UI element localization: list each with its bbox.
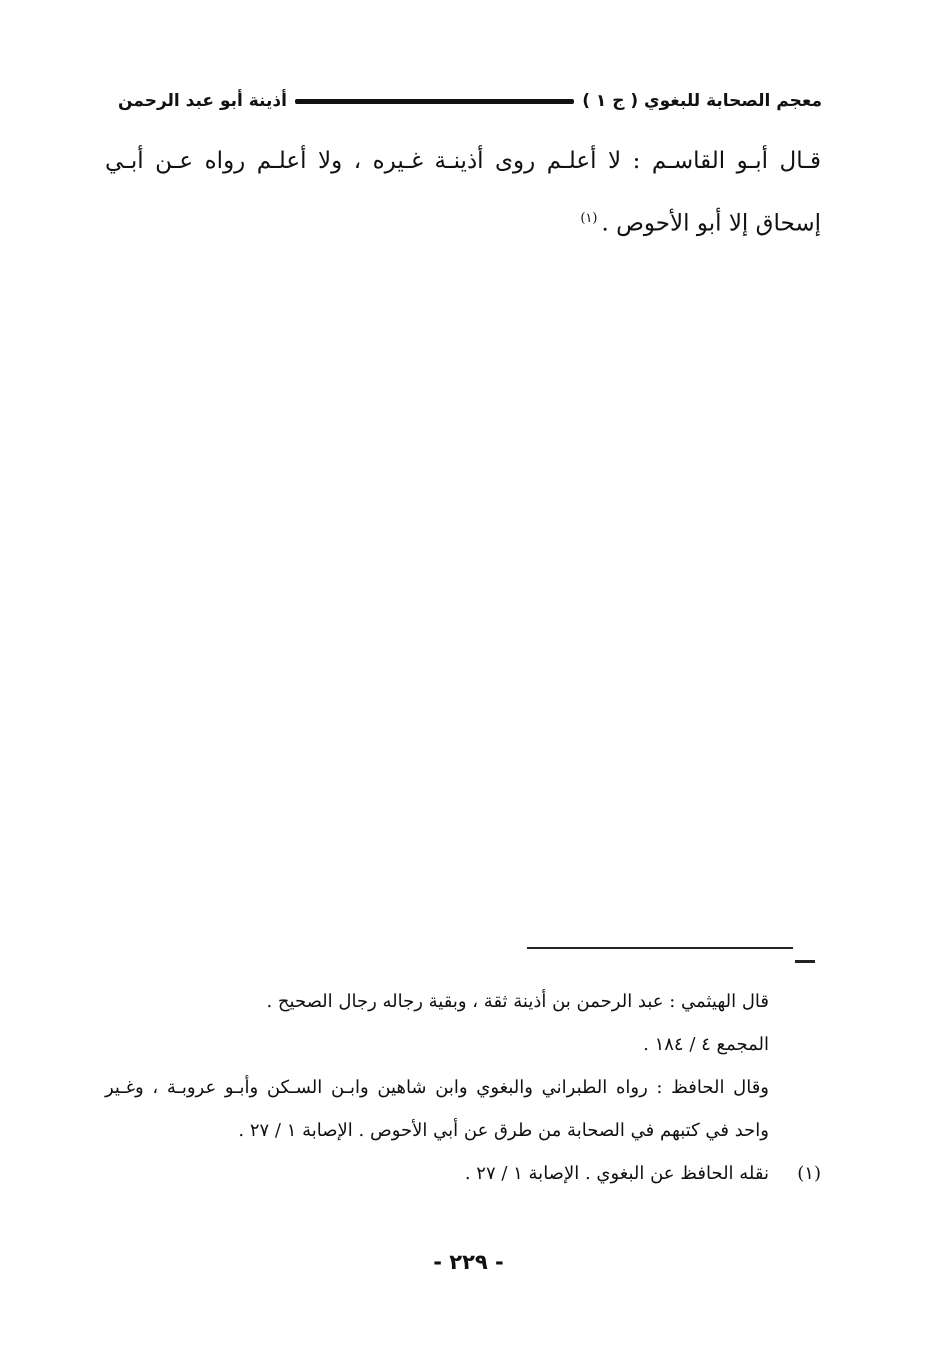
numbered-footnote [105,1152,821,1195]
page-number: - ٢٢٩ - [433,1250,504,1274]
main-text [105,132,821,253]
header-rule [295,99,574,104]
section-title: أذينة أبو عبد الرحمن [118,91,287,111]
book-title: معجم الصحابة للبغوي ( ج ١ ) [582,91,822,111]
footnote-text: نقله الحافظ عن البغوي . الإصابة ١ / ٢٧ . [464,1163,769,1184]
footnotes [105,980,821,1195]
footnote-reference: (١) [580,211,598,226]
footnote-number: (١) [797,1163,821,1184]
footnote-line: وقال الحافظ : رواه الطبراني والبغوي وابن شاهين وابـن السـكن وأبـو عروبـة ، وغـير [105,1077,769,1098]
footnote-separator [527,947,793,949]
running-header [118,84,822,118]
footnote-line: واحد في كتبهم في الصحابة من طرق عن أبي الأحوص . الإصابة ١ / ٢٧ . [238,1120,769,1141]
main-paragraph-text: قـال أبـو القاسـم : لا أعلـم روى أذينـة غـيره ، ولا أعلـم رواه عـن أبـي إسحاق إلا أبو الأحوص . [105,148,821,237]
footnote-line: قال الهيثمي : عبد الرحمن بن أذينة ثقة ، وبقية رجاله رجال الصحيح . [266,991,769,1012]
footnote-separator-mark [795,960,815,963]
footnote-line: المجمع ٤ / ١٨٤ . [643,1034,769,1055]
main-paragraph [105,132,821,253]
